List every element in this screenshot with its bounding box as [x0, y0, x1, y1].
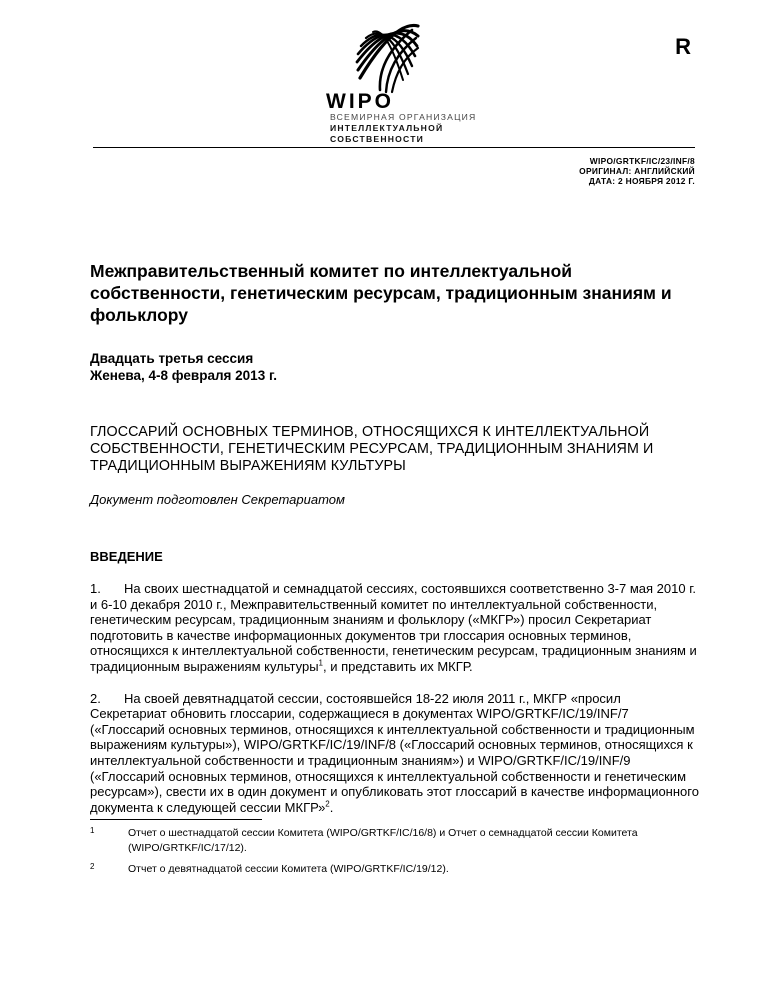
footnote-1 [90, 826, 700, 856]
footnote-number: 1 [90, 826, 95, 836]
paragraph-text: На своей девятнадцатой сессии, состоявшейся 18-22 июля 2011 г., МКГР «просил Секретариат обновить глоссарии, содержащиеся в документах WIPO/GRTKF/IC/19/INF/7 («Глоссарий основных терминов, относящихся к интеллектуальной собственности и традиционным выражениям культуры»), WIPO/GRTKF/IC/19/INF/8 («Глоссарий основных терминов, относящихся к интеллектуальной собственности и традиционным знаниям») и WIPO/GRTKF/IC/19/INF/9 («Глоссарий основных терминов, относящихся к интеллектуальной собственности и генетическим ресурсам»), свести их в один документ и опубликовать этот глоссарий в качестве информационного документа к следующей сессии МКГР» [90, 690, 699, 815]
paragraph-text: На своих шестнадцатой и семнадцатой сессиях, состоявшихся соответственно 3-7 мая 2010 г. и 6-10 декабря 2010 г., Межправительственный комитет по интеллектуальной собственности, генетическим ресурсам, традиционным знаниям и фольклору («МКГР») просил Секретариат подготовить в качестве информационных документов три глоссария основных терминов, относящихся к интеллектуальной собственности, генетическим ресурсам, традиционным знаниям и традиционным выражениям культуры [90, 581, 697, 674]
footnote-2 [90, 862, 700, 877]
language-code: R [675, 34, 691, 59]
paragraph-tail: , и представить их МКГР. [323, 658, 473, 674]
document-metadata [579, 156, 695, 186]
committee-title: Межправительственный комитет по интеллектуальной собственности, генетическим ресурсам, традиционным знаниям и фольклору [90, 261, 672, 325]
paragraph-number: 1. [90, 581, 101, 596]
session-name: Двадцать третья сессия [90, 351, 254, 366]
session-info [90, 350, 700, 384]
document-title: ГЛОССАРИЙ ОСНОВНЫХ ТЕРМИНОВ, ОТНОСЯЩИХСЯ К ИНТЕЛЛЕКТУАЛЬНОЙ СОБСТВЕННОСТИ, ГЕНЕТИЧЕСКИМ РЕСУРСАМ, ТРАДИЦИОННЫМ ЗНАНИЯМ И ТРАДИЦИОННЫМ ВЫРАЖЕНИЯМ КУЛЬТУРЫ [90, 424, 654, 474]
footnote-text: Отчет о девятнадцатой сессии Комитета (WIPO/GRTKF/IC/19/12). [128, 863, 449, 876]
footnote-ref[interactable]: 2 [325, 799, 330, 809]
paragraph-1 [90, 581, 700, 675]
header-divider [93, 147, 695, 148]
logo-org-line: ВСЕМИРНАЯ ОРГАНИЗАЦИЯ [330, 112, 477, 122]
document-symbol: WIPO/GRTKF/IC/23/INF/8 [589, 156, 695, 166]
wipo-globe-icon [300, 8, 500, 112]
footnote-number: 2 [90, 862, 95, 872]
section-heading: ВВЕДЕНИЕ [90, 549, 163, 564]
session-place-date: Женева, 4-8 февраля 2013 г. [90, 368, 277, 383]
logo-org-line: СОБСТВЕННОСТИ [330, 134, 425, 144]
document-body [90, 260, 700, 877]
footnote-text: Отчет о шестнадцатой сессии Комитета (WIPO/GRTKF/IC/16/8) и Отчет о семнадцатой сессии Комитета (WIPO/GRTKF/IC/17/12). [128, 827, 638, 855]
paragraph-tail: . [329, 799, 334, 815]
prepared-by: Документ подготовлен Секретариатом [90, 492, 345, 507]
logo-org-line: ИНТЕЛЛЕКТУАЛЬНОЙ [330, 123, 444, 133]
paragraph-number: 2. [90, 690, 101, 706]
logo-org-name [330, 112, 476, 145]
paragraph-2 [90, 691, 700, 816]
original-language: ОРИГИНАЛ: АНГЛИЙСКИЙ [579, 166, 695, 176]
wipo-logo [300, 8, 500, 148]
footnote-divider [90, 819, 262, 820]
document-date: ДАТА: 2 НОЯБРЯ 2012 Г. [588, 176, 695, 186]
logo-wordmark: WIPO [326, 90, 394, 112]
footnote-ref[interactable]: 1 [318, 658, 323, 668]
